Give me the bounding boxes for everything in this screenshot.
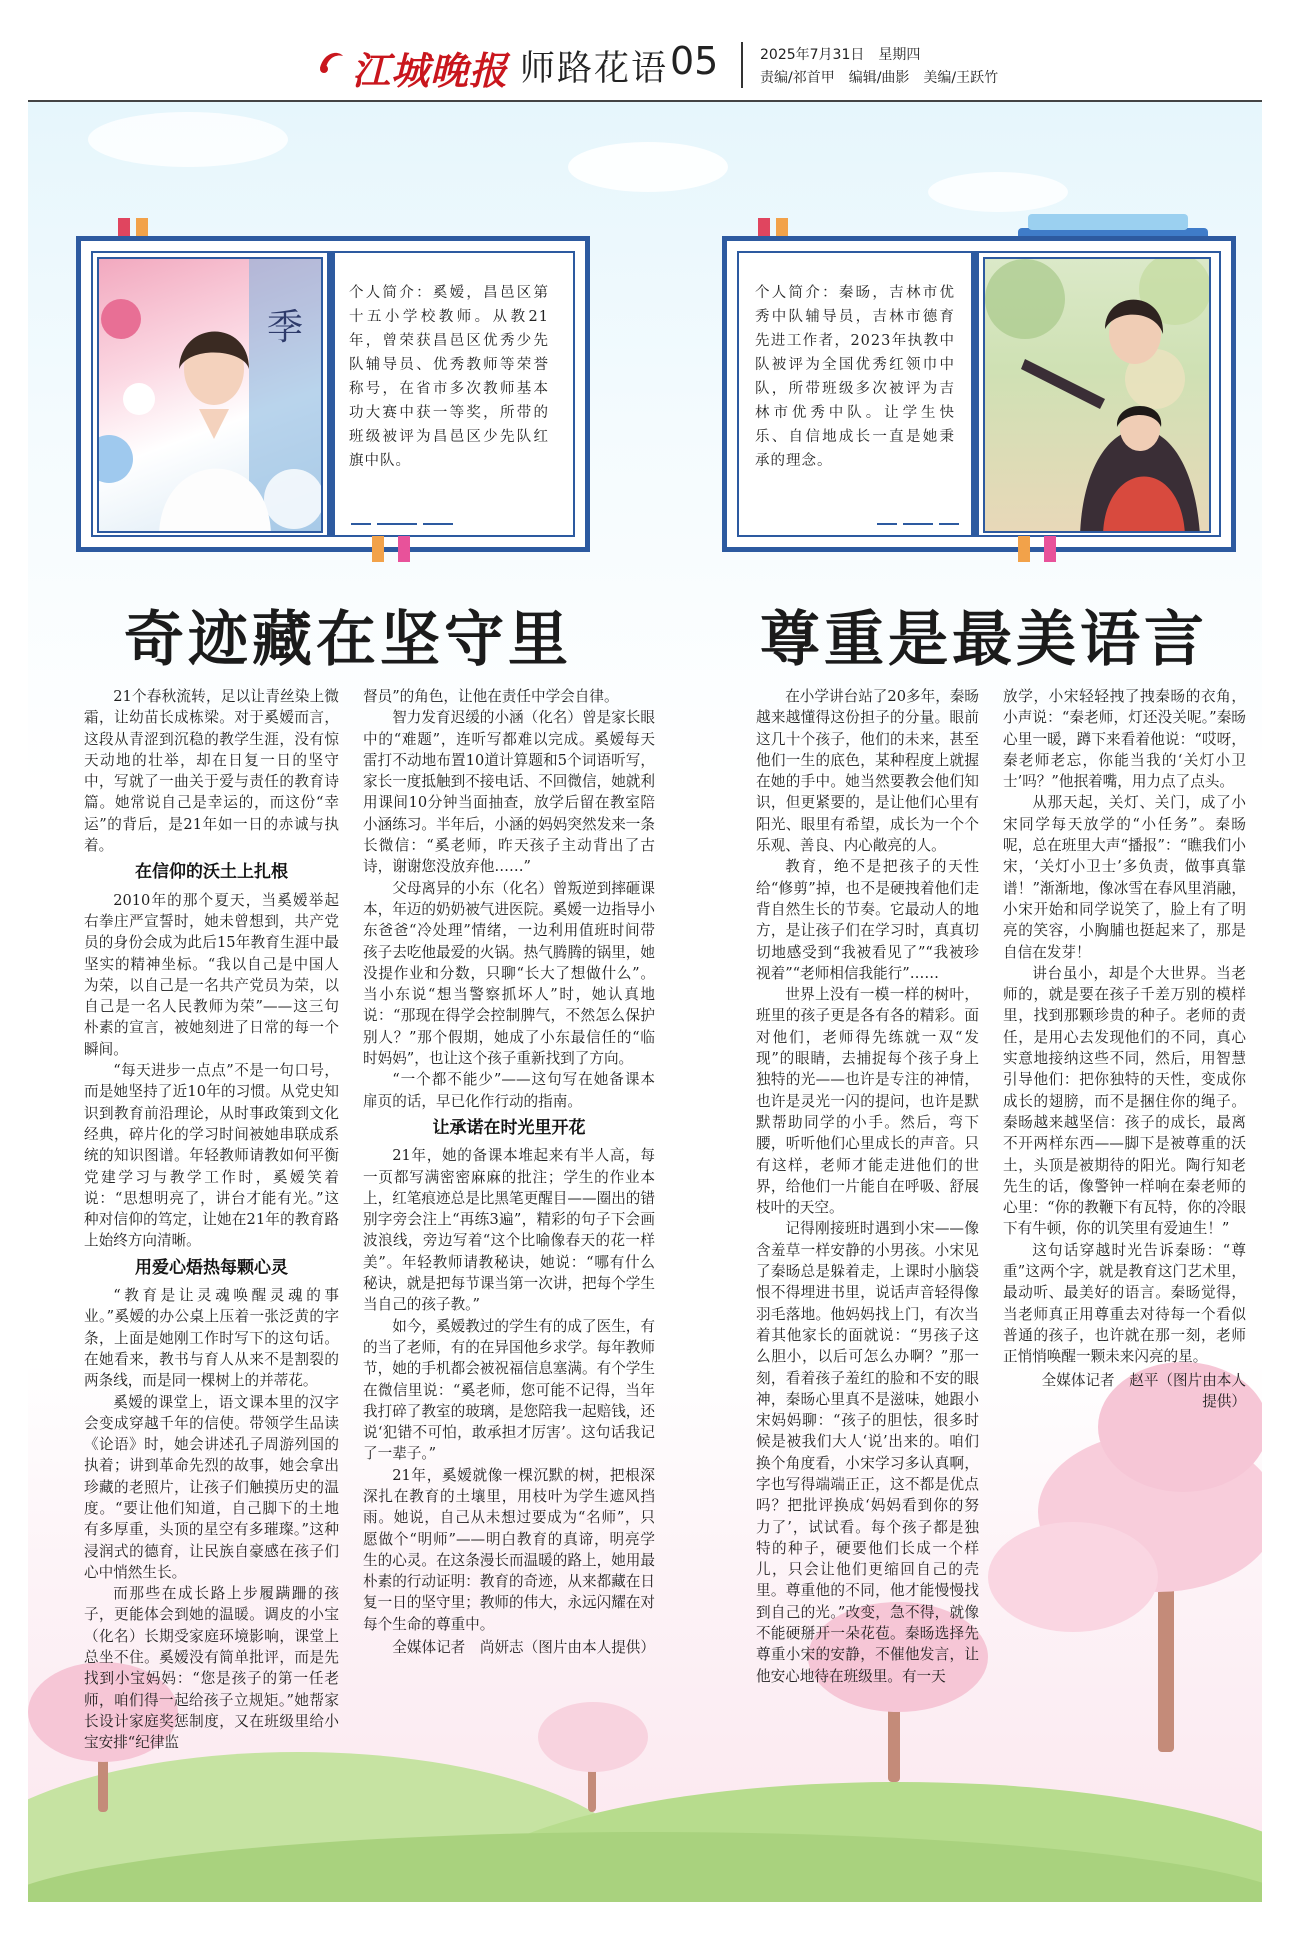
paragraph: “教育是让灵魂唤醒灵魂的事业。”奚嫒的办公桌上压着一张泛黄的字条，上面是她刚工作时写下的这句话。在她看来，教书与育人从来不是割裂的两条线，而是同一棵树上的并蒂花。 [84,1287,339,1390]
teacher-portrait-image [99,259,323,533]
paragraph: 21个春秋流转，足以让青丝染上微霜，让幼苗长成栋梁。对于奚嫒而言，这段从青涩到沉稳的教学生涯，没有惊天动地的壮举，却在日复一日的坚守中，写就了一曲关于爱与责任的教育诗篇。她常说自己是幸运的，而这份“幸运”的背后，是21年如一日的赤诚与执着。 [84,688,339,855]
paragraph: 放学，小宋轻轻拽了拽秦旸的衣角，小声说：“秦老师，灯还没关呢。”秦旸心里一暖，蹲下来看着他说：“哎呀，秦老师老忘，你能当我的‘关灯小卫士’吗？”他抿着嘴，用力点了点头。 [1003,688,1246,791]
paragraph: “每天进步一点点”不是一句口号，而是她坚持了近10年的习惯。从党史知识到教育前沿理论，从时事政策到文化经典，碎片化的学习时间被她串联成系统的知识图谱。年轻教师请教如何平衡党建学习与教学工作时，奚嫒笑着说：“思想明亮了，讲台才能有光。”这种对信仰的笃定，让她在21年的教育路上始终方向清晰。 [84,1062,339,1250]
paragraph: 督员”的角色，让他在责任中学会自律。 [363,688,619,705]
headline-left: 奇迹藏在坚守里 [124,605,572,675]
paragraph: 奚嫒的课堂上，语文课本里的汉字会变成穿越千年的信使。带领学生品读《论语》时，她会讲述孔子周游列国的执着；讲到革命先烈的故事，她会拿出珍藏的老照片，让孩子们触摸历史的温度。“要让他们知道，自己脚下的土地有多厚重，头顶的星空有多璀璨。”这种浸润式的德育，让民族自豪感在孩子们心中悄然生长。 [84,1393,339,1581]
editor-credits: 责编/祁首甲 编辑/曲影 美编/王跃竹 [760,70,999,86]
frame-dash-line [877,523,897,525]
section-title: 师路花语 [520,49,669,89]
paragraph: 如今，奚嫒教过的学生有的成了医生，有的当了老师，有的在异国他乡求学。每年教师节，她的手机都会被祝福信息塞满。有个学生在微信里说：“奚老师，您可能不记得，当年我打碎了教室的玻璃，是您陪我一起赔钱，还说‘犯错不可怕，敢承担才厉害’。这句话我记了一辈子。” [363,1317,655,1463]
paragraph: 在小学讲台站了20多年，秦旸越来越懂得这份担子的分量。眼前这几十个孩子，他们的未来，甚至他们一生的底色，某种程度上就握在她的手中。她当然要教会他们知识，但更紧要的，是让他们心里有阳光、眼里有希望，成长为一个个乐观、善良、内心敞亮的人。 [756,688,979,855]
bookmark-tab [398,536,410,562]
subheading: 在信仰的沃土上扎根 [135,862,288,883]
paragraph: 记得刚接班时遇到小宋——像含羞草一样安静的小男孩。小宋见了秦旸总是躲着走，上课时小脑袋恨不得埋进书里，说话声音轻得像羽毛落地。他妈妈找上门，有次当着其他家长的面就说：“男孩子这么胆小，以后可怎么办啊？”那一刻，看着孩子羞红的脸和不安的眼神，秦旸心里真不是滋味，她跟小宋妈妈聊：“孩子的胆怯，很多时候是被我们大人‘说’出来的。咱们换个角度看，小宋学习多认真啊，字也写得端端正正，这不都是优点吗？把批评换成‘妈妈看到你的努力了’，试试看。每个孩子都是独特的种子，硬要他们长成一个样儿，只会让他们更缩回自己的壳里。尊重他的不同，他才能慢慢找到自己的光。”改变，急不得，就像不能硬掰开一朵花苞。秦旸选择先尊重小宋的安静，不催他发言，让他安心地待在班级里。有一天 [756,1220,979,1685]
paragraph: 这句话穿越时光告诉秦旸：“尊重”这两个字，就是教育这门艺术里，最动听、最美好的语言。秦旸觉得，当老师真正用尊重去对待每一个看似普通的孩子，也许就在那一刻，老师正悄悄唤醒一颗未来闪亮的星。 [1003,1241,1246,1366]
bookmark-tab [1018,536,1030,562]
teacher-with-student-image [985,259,1211,533]
masthead [0,0,1290,100]
paragraph: 21年，奚嫒就像一棵沉默的树，把根深深扎在教育的土壤里，用枝叶为学生遮风挡雨。她说，自己从未想过要成为“名师”，只愿做个“明师”——明白教育的真谛，明亮学生的心灵。在这条漫长而温暖的路上，她用最朴素的行动证明：教育的奇迹，从来都藏在日复一日的坚守里；教师的伟大，永远闪耀在对每个生命的尊重中。 [363,1466,655,1633]
article-left-column-1 [84,686,339,1754]
bookmark-tab [1044,536,1056,562]
profile-frame-right [722,236,1236,552]
subheading: 让承诺在时光里开花 [432,1117,586,1138]
masthead-divider [741,42,743,88]
byline-right: 全媒体记者 赵平（图片由本人提供） [1041,1371,1246,1410]
profile-bio-right: 个人简介：秦旸，吉林市优秀中队辅导员，吉林市德育先进工作者，2023年执教中队被评为全国优秀红领巾中队，所带班级多次被评为吉林市优秀中队。让学生快乐、自信地成长一直是她秉承的理念。 [755,285,955,469]
profile-bio-left: 个人简介：奚嫒，昌邑区第十五小学校教师。从教21年，曾荣获昌邑区优秀少先队辅导员、优秀教师等荣誉称号，在省市多次教师基本功大赛中获一等奖，所带的班级被评为昌邑区少先队红旗中队。 [349,285,549,469]
paragraph: 父母离异的小东（化名）曾叛逆到摔砸课本，年迈的奶奶被气进医院。奚嫒一边指导小东爸爸“冷处理”情绪，一边利用值班时间带孩子去吃他最爱的火锅。热气腾腾的锅里，她没提作业和分数，只聊“长大了想做什么”。当小东说“想当警察抓坏人”时，她认真地说：“那现在得学会控制脾气，不然怎么保护别人？”那个假期，她成了小东最信任的“临时妈妈”，也让这个孩子重新找到了方向。 [363,879,655,1068]
frame-dash-line [351,523,371,525]
headline-right: 尊重是最美语言 [760,605,1208,675]
cloud-decoration [568,142,728,192]
profile-frame-left [76,236,590,552]
page-number: 05 [670,39,719,83]
byline-left: 全媒体记者 尚妍志（图片由本人提供） [392,1639,655,1657]
paragraph: 教育，绝不是把孩子的天性给“修剪”掉，也不是硬拽着他们走背自然生长的节奏。它最动人的地方，是让孩子们在学习时，真真切切地感受到“我被看见了”“我被珍视着”“老师相信我能行”…… [756,858,979,982]
cloud-decoration [88,112,288,167]
frame-dash-line [903,523,933,525]
frame-dash-line [423,523,453,525]
bookmark-tab [372,536,384,562]
paragraph: 而那些在成长路上步履蹒跚的孩子，更能体会到她的温暖。调皮的小宝（化名）长期受家庭环境影响，课堂上总坐不住。奚嫒没有简单批评，而是先找到小宝妈妈：“您是孩子的第一任老师，咱们得一起给孩子立规矩。”她帮家长设计家庭奖惩制度，又在班级里给小宝安排“纪律监 [84,1585,339,1752]
article-right-column-1 [756,686,979,1687]
frame-dash-line [377,523,417,525]
paragraph: 讲台虽小，却是个大世界。当老师的，就是要在孩子千差万别的模样里，找到那颗珍贵的种子。老师的责任，是用心去发现他们的不同，真心实意地接纳这些不同，然后，用智慧引导他们：把你独特的天性，变成你成长的翅膀，而不是捆住你的绳子。秦旸越来越坚信：孩子的成长，最离不开两样东西——脚下是被尊重的沃土，头顶是被期待的阳光。陶行知老先生的话，像警钟一样响在秦老师的心里：“你的教鞭下有瓦特，你的冷眼下有牛顿，你的讥笑里有爱迪生！” [1003,964,1246,1238]
subheading: 用爱心焐热每颗心灵 [135,1257,288,1278]
newspaper-logo: 江城晚报 [352,48,509,93]
paragraph: 世界上没有一模一样的树叶，班里的孩子更是各有各的精彩。面对他们，老师得先练就一双“发现”的眼睛，去捕捉每个孩子身上独特的光——也许是专注的神情，也许是灵光一闪的提问，也许是默默帮助同学的小手。然后，弯下腰，听听他们心里成长的声音。只有这样，老师才能走进他们的世界，给他们一片能自在呼吸、舒展枝叶的天空。 [756,986,979,1217]
paragraph: “一个都不能少”——这句写在她备课本扉页的话，早已化作行动的指南。 [363,1071,655,1110]
teacher-photo-right [983,257,1211,533]
newspaper-logo-icon [316,48,346,74]
paragraph: 智力发育迟缓的小涵（化名）曾是家长眼中的“难题”，连听写都难以完成。奚嫒每天雷打不动地布置10道计算题和5个词语听写，家长一度抵触到不接电话、不回微信，她就利用课间10分钟当面抽查，放学后留在教室陪小涵练习。半年后，小涵的妈妈突然发来一条长微信：“奚老师，昨天孩子主动背出了古诗，谢谢您没放弃他……” [363,709,655,876]
teacher-photo-left [97,257,323,533]
paragraph: 从那天起，关灯、关门，成了小宋同学每天放学的“小任务”。秦旸呢，总在班里大声“播报”：“瞧我们小宋，‘关灯小卫士’多负责，做事真靠谱！”渐渐地，像冰雪在春风里消融，小宋开始和同学说笑了，脸上有了明亮的笑容，小胸脯也挺起来了，那是自信在发芽！ [1003,794,1246,961]
paragraph: 2010年的那个夏天，当奚嫒举起右拳庄严宣誓时，她未曾想到，共产党员的身份会成为此后15年教育生涯中最坚实的精神坐标。“我以自己是中国人为荣，以自己是一名共产党员为荣，以自己是一名人民教师为荣”——这三句朴素的宣言，被她刻进了日常的每一个瞬间。 [84,891,339,1058]
article-left-column-2 [363,686,655,1658]
issue-date: 2025年7月31日 星期四 [760,47,921,63]
cloud-decoration [928,172,1068,212]
frame-dash-line [939,523,959,525]
article-right-column-2 [1003,686,1246,1412]
svg-text:季: 季 [267,307,304,348]
paragraph: 21年，她的备课本堆起来有半人高，每一页都写满密密麻麻的批注；学生的作业本上，红笔痕迹总是比黑笔更醒目——圈出的错别字旁会注上“再练3遍”，精彩的句子下会画波浪线，旁边写着“这个比喻像春天的花一样美”。年轻教师请教秘诀，她说：“哪有什么秘诀，就是把每节课当第一次讲，把每个学生当自己的孩子教。” [363,1147,655,1314]
